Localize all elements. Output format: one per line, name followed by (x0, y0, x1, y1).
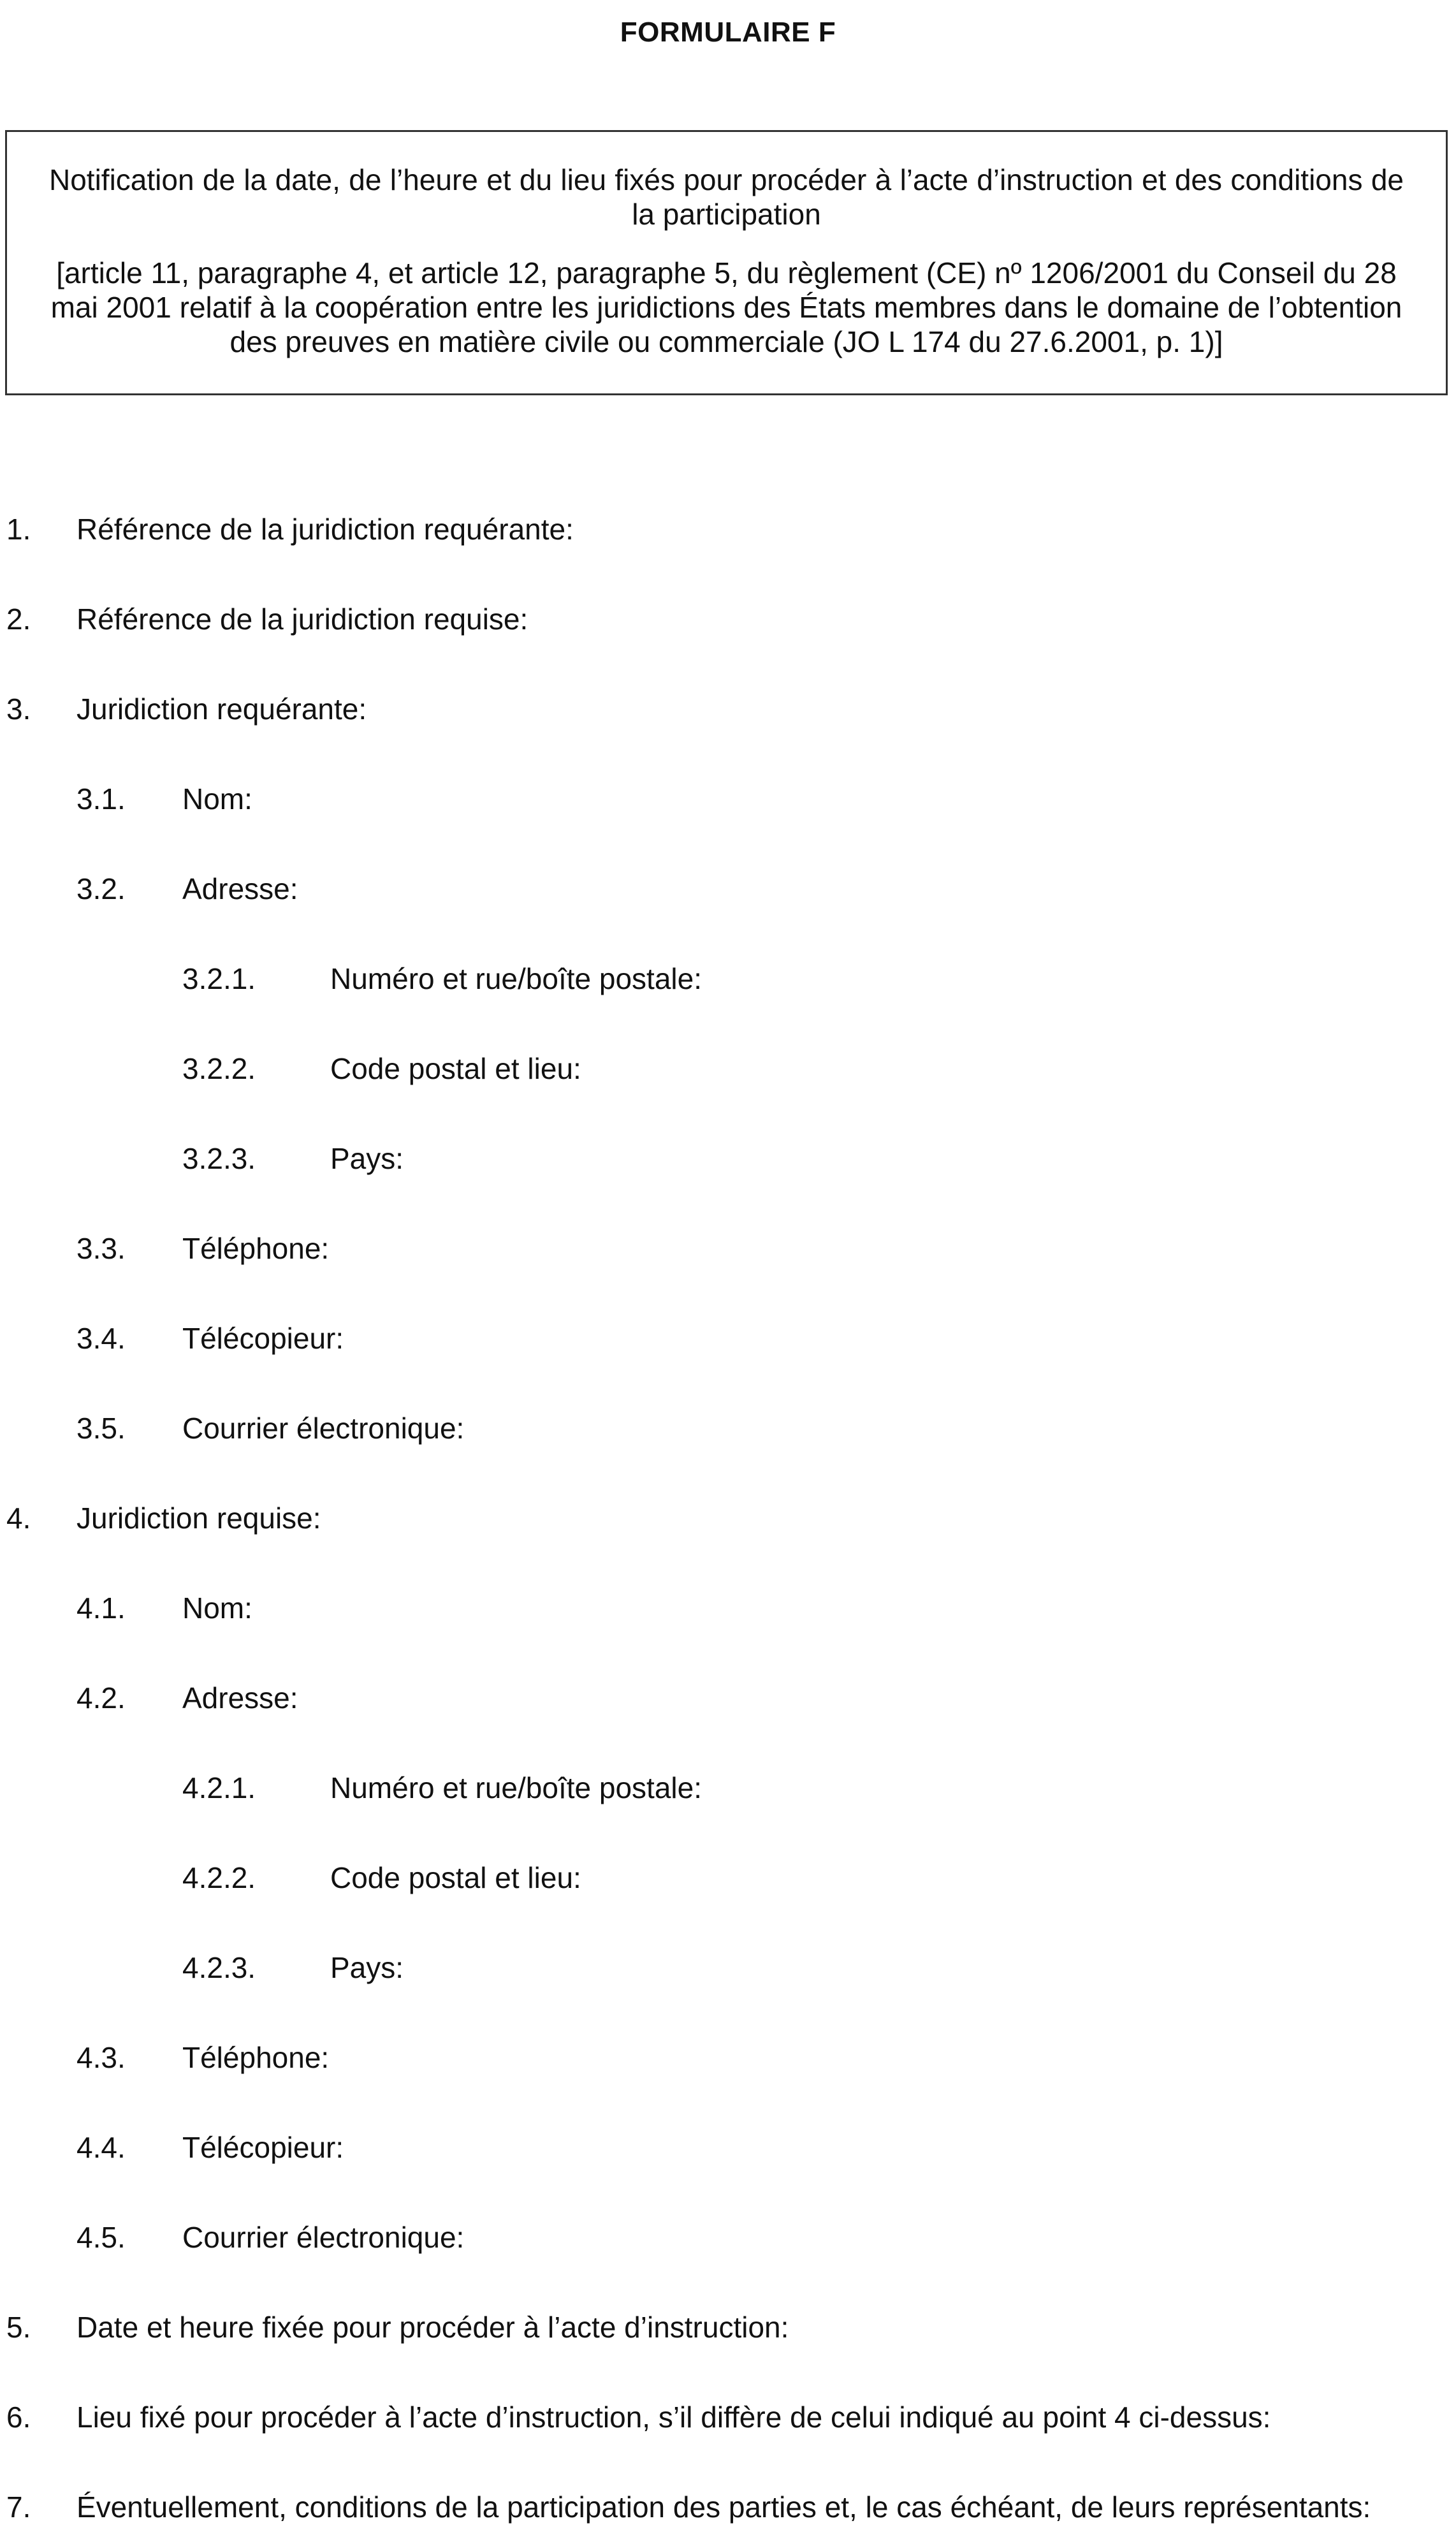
header-box (5, 130, 1448, 395)
item-number: 4. (6, 1502, 31, 1535)
item-label: Adresse: (182, 1681, 298, 1714)
item-label: Référence de la juridiction requise: (76, 603, 528, 636)
item-label: Téléphone: (182, 2041, 330, 2074)
item-label: Numéro et rue/boîte postale: (330, 962, 702, 995)
item-number: 4.2.1. (182, 1771, 256, 1804)
item-label: Courrier électronique: (182, 1412, 465, 1445)
form-title: FORMULAIRE F (620, 17, 836, 48)
item-label: Courrier électronique: (182, 2221, 465, 2254)
item-label: Éventuellement, conditions de la participation des parties et, le cas échéant, de leurs représentants: (76, 2490, 1371, 2524)
item-number: 3. (6, 692, 31, 726)
item-label: Référence de la juridiction requérante: (76, 513, 574, 546)
item-number: 4.2.3. (182, 1951, 256, 1984)
item-number: 4.1. (76, 1591, 126, 1625)
item-label: Nom: (182, 1591, 252, 1625)
item-label: Pays: (330, 1142, 404, 1175)
item-number: 3.2.2. (182, 1052, 256, 1085)
item-number: 4.2. (76, 1681, 126, 1714)
item-number: 3.2.3. (182, 1142, 256, 1175)
item-number: 4.5. (76, 2221, 126, 2254)
item-number: 3.3. (76, 1232, 126, 1265)
item-number: 2. (6, 603, 31, 636)
item-number: 3.1. (76, 782, 126, 815)
item-number: 1. (6, 513, 31, 546)
item-label: Pays: (330, 1951, 404, 1984)
item-label: Adresse: (182, 872, 298, 905)
item-number: 3.4. (76, 1322, 126, 1355)
item-number: 3.5. (76, 1412, 126, 1445)
item-number: 6. (6, 2401, 31, 2434)
item-label: Lieu fixé pour procéder à l’acte d’instruction, s’il diffère de celui indiqué au point 4 ci-dessus: (76, 2401, 1271, 2434)
item-number: 4.2.2. (182, 1861, 256, 1894)
legal-basis: [article 11, paragraphe 4, et article 12, paragraphe 5, du règlement (CE) nº 1206/2001 du Conseil du 28 mai 2001 relatif à la coopération entre les juridictions des États membres dans le domaine de l’obtention des preuves en matière civile ou commerciale (JO L 174 du 27.6.2001, p. 1)] (50, 256, 1402, 358)
item-label: Numéro et rue/boîte postale: (330, 1771, 702, 1804)
item-number: 5. (6, 2311, 31, 2344)
item-label: Téléphone: (182, 1232, 330, 1265)
item-label: Télécopieur: (182, 1322, 344, 1355)
item-label: Juridiction requise: (76, 1502, 321, 1535)
item-number: 3.2. (76, 872, 126, 905)
item-label: Date et heure fixée pour procéder à l’acte d’instruction: (76, 2311, 789, 2344)
notification-heading: Notification de la date, de l’heure et du lieu fixés pour procéder à l’acte d’instruction et des conditions de la participation (49, 163, 1404, 231)
item-number: 4.3. (76, 2041, 126, 2074)
item-label: Juridiction requérante: (76, 692, 367, 726)
item-number: 7. (6, 2490, 31, 2524)
item-number: 4.4. (76, 2131, 126, 2164)
item-label: Nom: (182, 782, 252, 815)
item-number: 3.2.1. (182, 962, 256, 995)
item-label: Télécopieur: (182, 2131, 344, 2164)
item-label: Code postal et lieu: (330, 1052, 581, 1085)
item-label: Code postal et lieu: (330, 1861, 581, 1894)
